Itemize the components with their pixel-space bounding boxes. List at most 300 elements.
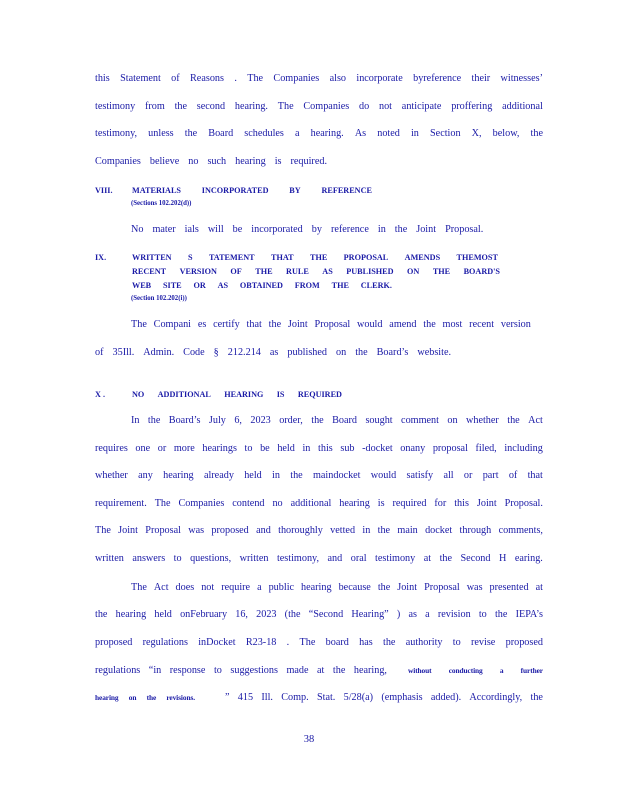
text-line [95,101,543,113]
word: at [317,665,325,676]
word: OF [230,267,242,276]
word: as [269,347,279,358]
word: witnesses’ [500,73,543,84]
word: Statement [120,73,161,84]
word: such [207,156,227,167]
word: Act [153,582,169,593]
word: unless [148,128,174,139]
word: es [197,319,207,330]
word: all [443,470,454,481]
word: a [257,582,262,593]
section-title-line [132,280,392,292]
word: R23-18 [245,637,277,648]
word: because [338,582,371,593]
word: was [188,525,205,536]
word: Board [332,415,358,426]
text-line [131,415,543,427]
text-line [95,443,543,455]
word: Proposal [145,525,181,536]
text-line [95,692,543,704]
word: Act [528,415,543,426]
word: require [221,582,251,593]
word: ADDITIONAL [157,390,211,399]
section-number: X . [95,390,106,399]
word: certify [213,319,240,330]
word: answers [132,553,166,564]
section-title [132,185,372,197]
word: further [520,666,543,675]
word: proposed [505,637,543,648]
word: without [408,666,432,675]
word: second [196,101,226,112]
text-line [95,525,543,537]
word: no [272,498,283,509]
word: to [244,443,253,454]
word: a [294,128,300,139]
word: revisions. [166,693,195,702]
word: Board’s [168,415,201,426]
word: inDocket [198,637,236,648]
word: Ill. [261,692,273,703]
word: presented [489,582,529,593]
word: added). [430,692,462,703]
section-title-line [132,266,500,278]
word: Reasons [190,73,224,84]
word: Accordingly, [469,692,523,703]
word: X, [471,128,482,139]
word: . [234,73,237,84]
word: does [175,582,195,593]
word: the [332,665,346,676]
section-subtitle: (Section 102.202(i)) [131,295,187,302]
word: board [325,637,349,648]
word: “in [148,665,162,676]
word: that [527,470,543,481]
word: for [434,498,447,509]
word: response [169,665,206,676]
word: Joint [118,525,138,536]
word: do [359,101,370,112]
text-line [95,553,543,565]
section-number: IX. [95,253,107,262]
word: questions, [190,553,232,564]
word: BOARD'S [463,267,500,276]
word: a [499,666,504,675]
word: satisfy [406,470,434,481]
word: this [318,443,333,454]
word: Comp. [281,692,309,703]
word: hearing, [353,665,387,676]
word: to [452,637,461,648]
word: Compani [153,319,192,330]
text-line [95,73,543,85]
word: will [207,224,224,235]
word: 35Ill. [112,347,135,358]
word: FROM [294,281,320,290]
word: proffering [451,101,493,112]
word: proposed [95,637,133,648]
word: the [355,347,368,358]
word: AS [217,281,229,290]
word: below, [492,128,520,139]
word: The [154,498,171,509]
word: THE [309,253,328,262]
word: The [299,637,316,648]
word: THE [255,267,273,276]
word: be [232,224,243,235]
word: Companies [273,73,320,84]
emphasized-text [95,692,195,704]
word: vetted [330,525,356,536]
word: of [171,73,180,84]
word: in [362,525,371,536]
word: part [482,470,499,481]
word: Stat. [316,692,336,703]
word: comments, [498,525,543,536]
word: In [131,415,140,426]
word: made [286,665,309,676]
word: AS [322,267,333,276]
text-line [95,128,543,140]
word: ” [225,692,230,703]
word: maindocket [312,470,361,481]
word: the [311,415,324,426]
word: conducting [448,666,483,675]
word: RECENT [132,267,167,276]
word: including [504,443,543,454]
word: hearing [95,693,119,702]
word: byreference [413,73,462,84]
word: Joint [476,498,497,509]
word: any [138,470,153,481]
word: published [287,347,327,358]
word: suggestions [230,665,278,676]
word: Joint [287,319,308,330]
word: WEB [132,281,152,290]
word: . [286,637,290,648]
word: would [370,470,397,481]
text-line [131,582,543,594]
word: INCORPORATED [201,186,269,195]
word: the [95,609,108,620]
word: the [439,553,453,564]
text-line [131,224,543,236]
word: the [423,319,436,330]
word: the [530,692,543,703]
word: hearing [115,609,147,620]
section-title [132,389,342,401]
word: hearing [339,498,370,509]
word: a [425,609,430,620]
word: 6, [234,415,242,426]
word: at [423,553,432,564]
word: recent [469,319,495,330]
word: The [131,319,147,330]
word: be [260,443,270,454]
word: written [95,553,124,564]
word: the [146,693,157,702]
word: authority [405,637,443,648]
word: main [397,525,418,536]
text-line [95,470,543,482]
word: on [447,415,458,426]
word: -docket [362,443,393,454]
word: of [508,470,518,481]
word: HEARING [224,390,264,399]
word: by [311,224,322,235]
word: THEMOST [456,253,498,262]
word: The [95,525,111,536]
word: at [535,582,543,593]
word: more [173,443,195,454]
word: amend [389,319,417,330]
word: written [239,553,269,564]
word: PROPOSAL [343,253,389,262]
word: OBTAINED [239,281,283,290]
text-line [95,498,543,510]
text-line [131,319,531,331]
word: the [507,415,520,426]
text-segment [95,665,387,677]
word: through [459,525,492,536]
word: The [277,101,294,112]
word: held [154,609,172,620]
word: would [357,319,383,330]
word: Companies [95,156,141,167]
text-line [95,665,543,677]
word: the [394,224,408,235]
word: Board [208,128,234,139]
word: 415 [237,692,254,703]
emphasized-text [408,665,543,677]
word: Proposal. [445,224,484,235]
word: or [157,443,167,454]
word: Companies [303,101,350,112]
word: testimony, [276,553,320,564]
word: As [354,128,367,139]
word: The [247,73,264,84]
word: WRITTEN [132,253,172,262]
word: S [187,253,193,262]
word: the [377,582,391,593]
word: THE [331,281,349,290]
word: ) [396,609,401,620]
word: testimony [375,553,416,564]
word: revise [471,637,496,648]
word: was [466,582,483,593]
word: the [147,415,161,426]
word: sub [340,443,355,454]
word: 212.214 [227,347,261,358]
word: anticipate [401,101,442,112]
word: not [201,582,215,593]
word: Proposal. [504,498,543,509]
word: onFebruary [180,609,228,620]
word: this [95,73,110,84]
page-number: 38 [303,734,315,745]
word: has [359,637,373,648]
word: the [290,470,303,481]
word: to [213,665,222,676]
word: CLERK. [360,281,392,290]
word: reference [330,224,369,235]
word: VERSION [179,267,217,276]
word: filed, [475,443,497,454]
word: Companies [178,498,225,509]
word: contend [232,498,265,509]
word: ON [407,267,420,276]
word: version [500,319,531,330]
section-subtitle: (Sections 102.202(d)) [131,200,192,207]
word: that [246,319,262,330]
word: No [131,224,144,235]
section-title-line [132,252,498,264]
word: Proposal [314,319,351,330]
word: regulations [95,665,141,676]
word: on [336,347,347,358]
word: (the [284,609,301,620]
word: Board’s [376,347,409,358]
word: Joint [416,224,437,235]
word: to [478,609,487,620]
word: the [174,101,188,112]
text-segment [225,692,543,704]
word: whether [466,415,499,426]
word: as [408,609,417,620]
word: requires [95,443,128,454]
text-line [95,156,543,168]
word: docket [425,525,453,536]
word: mater [152,224,176,235]
word: Hearing” [351,609,389,620]
word: hearing [301,582,332,593]
word: SITE [162,281,182,290]
word: TATEMENT [208,253,255,262]
word: 16, [235,609,248,620]
word: schedules [244,128,284,139]
word: in [410,128,419,139]
word: in [302,443,311,454]
word: “Second [308,609,344,620]
word: regulations [142,637,188,648]
word: most [442,319,463,330]
word: order, [279,415,303,426]
word: hearing. [310,128,344,139]
word: Joint [397,582,418,593]
word: one [135,443,151,454]
word: (emphasis [381,692,423,703]
word: the [377,525,391,536]
word: required [392,498,427,509]
word: IEPA’s [515,609,543,620]
word: hearing [235,156,266,167]
word: in [377,224,386,235]
word: is [377,498,385,509]
word: the [382,637,396,648]
word: REQUIRED [297,390,342,399]
word: Admin. [143,347,175,358]
word: Proposal [424,582,460,593]
word: public [268,582,295,593]
word: revision [437,609,471,620]
word: hearing. [234,101,268,112]
word: testimony [95,101,136,112]
word: comment [401,415,439,426]
word: or [463,470,473,481]
word: noted [377,128,400,139]
word: H [498,553,507,564]
word: is [274,156,282,167]
word: hearings [202,443,237,454]
word: the [184,128,198,139]
word: their [471,73,491,84]
word: proposal [432,443,468,454]
word: 2023 [250,415,271,426]
word: earing. [514,553,543,564]
word: the [494,609,508,620]
word: THAT [270,253,294,262]
word: Section [430,128,461,139]
word: the [530,128,543,139]
word: believe [149,156,180,167]
word: requirement. [95,498,147,509]
word: testimony, [95,128,138,139]
word: incorporate [356,73,403,84]
word: BY [289,186,301,195]
word: the [268,319,282,330]
word: proposed [211,525,249,536]
word: ials [184,224,199,235]
word: onany [400,443,426,454]
word: PUBLISHED [346,267,394,276]
word: additional [290,498,332,509]
word: on [128,693,137,702]
word: THE [432,267,451,276]
word: REFERENCE [321,186,372,195]
word: from [144,101,165,112]
word: in [272,470,280,481]
word: Second [460,553,491,564]
section-number: VIII. [95,186,113,195]
word: July [208,415,226,426]
word: additional [502,101,543,112]
text-line [95,347,543,359]
word: MATERIALS [132,186,181,195]
word: not [378,101,393,112]
word: OR [193,281,206,290]
word: no [188,156,199,167]
word: § [213,347,219,358]
word: NO [132,390,145,399]
word: and [256,525,271,536]
word: 5/28(a) [343,692,374,703]
text-line [95,609,543,621]
word: to [173,553,182,564]
word: oral [350,553,367,564]
word: thoroughly [278,525,323,536]
text-line [95,637,543,649]
word: sought [365,415,393,426]
word: Code [183,347,205,358]
word: 2023 [256,609,277,620]
word: hearing [163,470,194,481]
word: website. [417,347,452,358]
word: this [454,498,469,509]
word: required. [290,156,327,167]
word: incorporated [251,224,303,235]
word: also [329,73,347,84]
word: already [203,470,234,481]
